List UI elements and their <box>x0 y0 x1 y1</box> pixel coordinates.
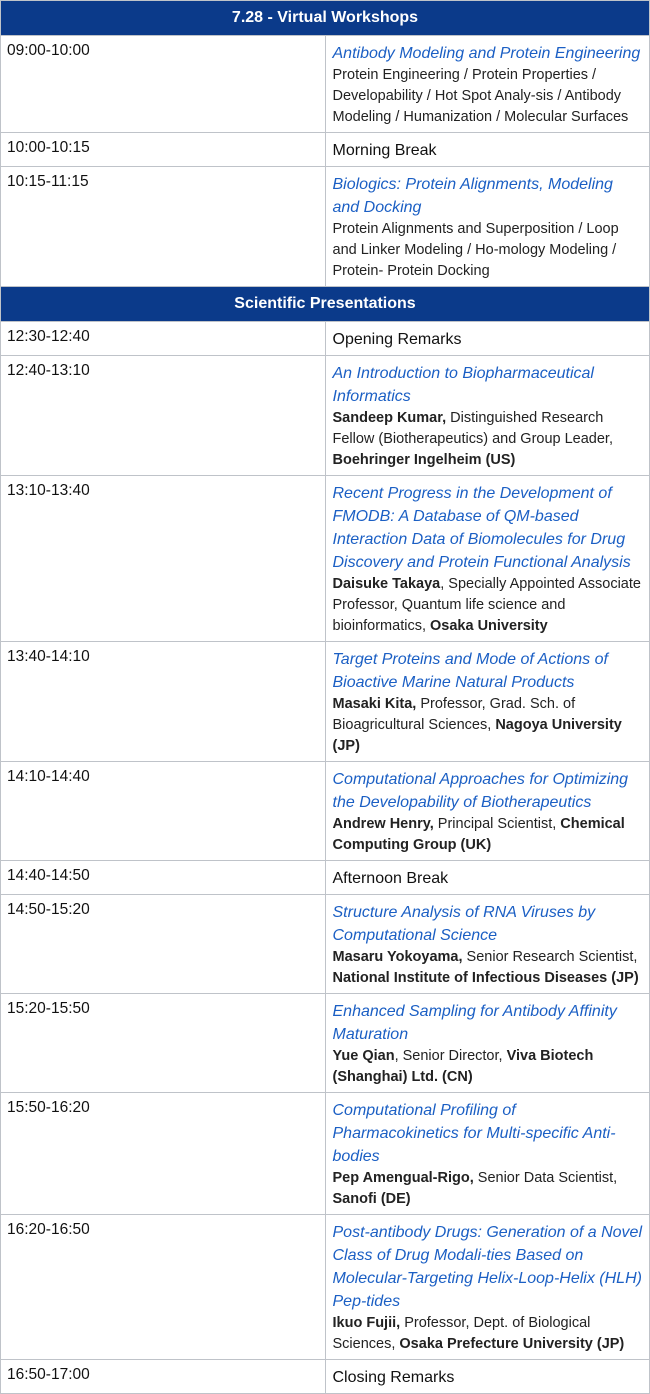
speaker-info <box>333 814 644 856</box>
speaker-info <box>333 1313 644 1355</box>
session-details <box>325 167 650 287</box>
session-time: 13:40-14:10 <box>1 642 326 762</box>
session-time: 15:50-16:20 <box>1 1093 326 1215</box>
schedule-row <box>1 861 650 895</box>
session-time: 14:50-15:20 <box>1 895 326 994</box>
session-title: Target Proteins and Mode of Actions of Bioactive Marine Natural Products <box>332 651 608 691</box>
speaker-info <box>333 694 644 757</box>
session-label: Morning Break <box>332 142 437 159</box>
speaker-name: Pep Amengual-Rigo, <box>332 1170 474 1186</box>
session-topics: Protein Alignments and Superposition / Loop and Linker Modeling / Ho-mology Modeling / Protein- Protein Docking <box>332 221 619 279</box>
section-header <box>1 287 650 322</box>
speaker-role: Senior Data Scientist, <box>473 1170 618 1186</box>
session-time: 10:15-11:15 <box>1 167 326 287</box>
session-details <box>325 36 650 133</box>
session-details <box>325 895 650 994</box>
schedule-row <box>1 1215 650 1360</box>
speaker-organization: National Institute of Infectious Diseases (JP) <box>332 970 639 986</box>
speaker-organization: Boehringer Ingelheim (US) <box>332 452 516 468</box>
session-time: 16:20-16:50 <box>1 1215 326 1360</box>
speaker-organization: Osaka University <box>430 618 548 634</box>
session-details <box>325 476 650 642</box>
speaker-role: , Senior Director, <box>394 1048 507 1064</box>
session-time: 10:00-10:15 <box>1 133 326 167</box>
session-time: 13:10-13:40 <box>1 476 326 642</box>
speaker-info <box>333 1168 644 1210</box>
session-time: 12:40-13:10 <box>1 356 326 476</box>
speaker-info <box>333 947 644 989</box>
schedule-row <box>1 1093 650 1215</box>
schedule-row <box>1 762 650 861</box>
session-title: Post-antibody Drugs: Generation of a Novel Class of Drug Modali-ties Based on Molecular-Targeting Helix-Loop-Helix (HLH) Pep-tides <box>332 1224 642 1310</box>
session-details <box>325 762 650 861</box>
session-details <box>325 133 650 167</box>
session-topics: Protein Engineering / Protein Properties / Developability / Hot Spot Analy-sis / Antibody Modeling / Humanization / Molecular Surfaces <box>332 67 629 125</box>
session-title: Recent Progress in the Development of FMODB: A Database of QM-based Interaction Data of Biomolecules for Drug Discovery and Protein Functional Analysis <box>332 485 631 571</box>
session-title: Computational Profiling of Pharmacokinetics for Multi-specific Anti-bodies <box>332 1102 616 1165</box>
schedule-row <box>1 133 650 167</box>
session-title: Computational Approaches for Optimizing the Developability of Biotherapeutics <box>332 771 629 811</box>
section-header <box>1 1 650 36</box>
session-details <box>325 322 650 356</box>
speaker-name: Sandeep Kumar, <box>332 410 447 426</box>
speaker-organization: Nagoya University (JP) <box>332 717 622 754</box>
session-time: 15:20-15:50 <box>1 994 326 1093</box>
schedule-row <box>1 895 650 994</box>
session-details <box>325 1215 650 1360</box>
speaker-organization: Viva Biotech (Shanghai) Ltd. (CN) <box>332 1048 594 1085</box>
session-time: 16:50-17:00 <box>1 1360 326 1394</box>
session-title: Enhanced Sampling for Antibody Affinity Maturation <box>332 1003 617 1043</box>
speaker-role: Principal Scientist, <box>433 816 561 832</box>
speaker-organization: Chemical Computing Group (UK) <box>332 816 625 853</box>
speaker-organization: Sanofi (DE) <box>332 1191 411 1207</box>
session-details <box>325 356 650 476</box>
session-title: An Introduction to Biopharmaceutical Informatics <box>332 365 594 405</box>
section-heading: Scientific Presentations <box>1 287 650 322</box>
schedule-row <box>1 356 650 476</box>
session-time: 12:30-12:40 <box>1 322 326 356</box>
speaker-role: Senior Research Scientist, <box>462 949 638 965</box>
speaker-role: Professor, Grad. Sch. of Bioagricultural Sciences, <box>332 696 576 733</box>
speaker-info <box>333 408 644 471</box>
section-heading: 7.28 - Virtual Workshops <box>1 1 650 36</box>
speaker-role: Distinguished Research Fellow (Biotherapeutics) and Group Leader, <box>332 410 613 447</box>
schedule-row <box>1 994 650 1093</box>
speaker-name: Yue Qian <box>332 1048 395 1064</box>
speaker-name: Andrew Henry, <box>332 816 434 832</box>
session-label: Closing Remarks <box>332 1369 455 1386</box>
session-details <box>325 642 650 762</box>
schedule-body <box>1 1 650 1394</box>
schedule-row <box>1 36 650 133</box>
session-label: Afternoon Break <box>332 870 449 887</box>
session-details <box>325 994 650 1093</box>
speaker-info <box>333 1046 644 1088</box>
session-title: Structure Analysis of RNA Viruses by Computational Science <box>332 904 596 944</box>
schedule-row <box>1 642 650 762</box>
speaker-role: , Specially Appointed Associate Professor, Quantum life science and bioinformatics, <box>332 576 641 634</box>
session-details <box>325 861 650 895</box>
schedule-row <box>1 322 650 356</box>
session-title: Biologics: Protein Alignments, Modeling and Docking <box>332 176 613 216</box>
speaker-organization: Osaka Prefecture University (JP) <box>399 1336 625 1352</box>
speaker-info <box>333 574 644 637</box>
schedule-row <box>1 1360 650 1394</box>
speaker-name: Ikuo Fujii, <box>332 1315 401 1331</box>
schedule-row <box>1 476 650 642</box>
speaker-name: Masaru Yokoyama, <box>332 949 463 965</box>
session-label: Opening Remarks <box>332 331 462 348</box>
session-time: 14:40-14:50 <box>1 861 326 895</box>
session-time: 14:10-14:40 <box>1 762 326 861</box>
schedule-row <box>1 167 650 287</box>
speaker-name: Daisuke Takaya <box>332 576 441 592</box>
session-title: Antibody Modeling and Protein Engineering <box>332 45 641 62</box>
speaker-role: Professor, Dept. of Biological Sciences, <box>332 1315 591 1352</box>
session-details <box>325 1360 650 1394</box>
speaker-name: Masaki Kita, <box>332 696 417 712</box>
session-details <box>325 1093 650 1215</box>
session-time: 09:00-10:00 <box>1 36 326 133</box>
